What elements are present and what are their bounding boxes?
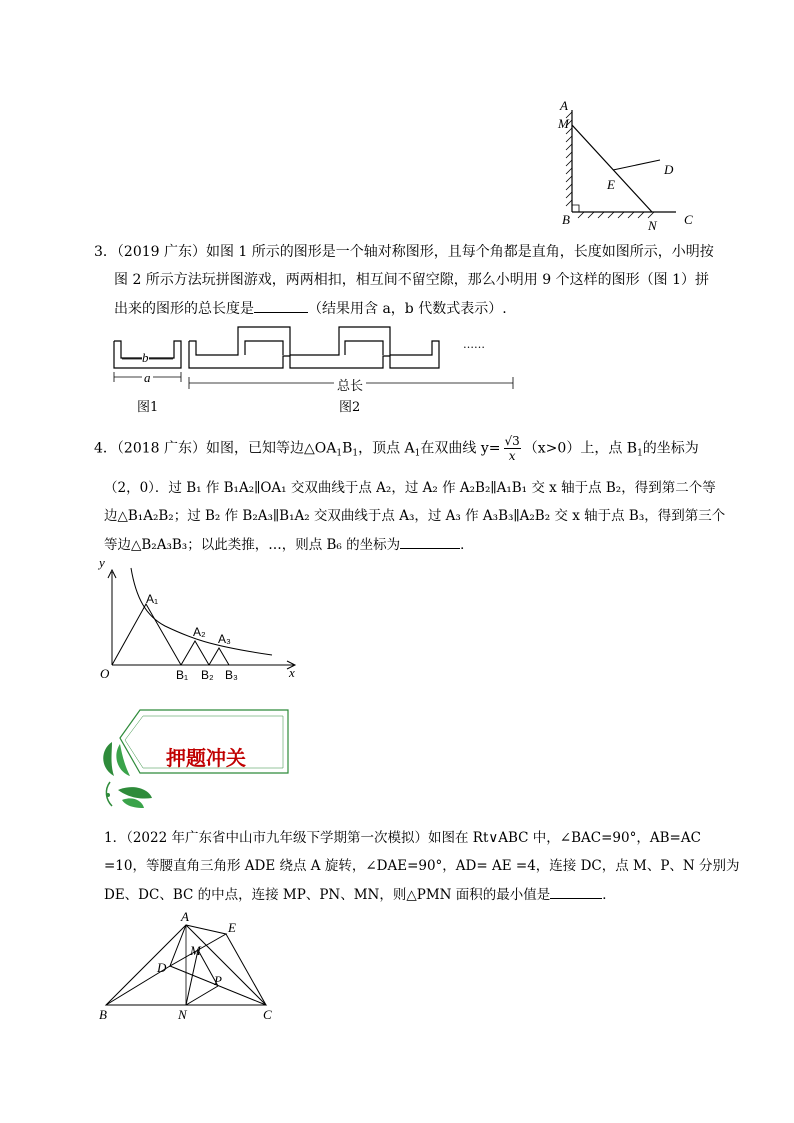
- fig2-total-label: 总长: [334, 375, 366, 394]
- fig1-b-label: b: [142, 350, 149, 365]
- label-N: N: [648, 218, 657, 233]
- q3-line1: 3．（2019 广东）如图 1 所示的图形是一个轴对称图形，且每个角都是直角，长度如图所示，小明按: [94, 244, 714, 260]
- fig2-dots: ……: [463, 338, 485, 351]
- banner-title: 押题冲关: [166, 746, 246, 770]
- label-A2: A₂: [193, 625, 206, 639]
- label-A: A: [181, 909, 189, 924]
- q4-line4: 等边△B₂A₃B₃；以此类推，…，则点 B₆ 的坐标为 ．: [104, 534, 474, 555]
- label-P: P: [214, 973, 222, 988]
- label-E: E: [607, 177, 615, 192]
- label-N: N: [178, 1007, 187, 1022]
- q4-line3: 边△B₁A₂B₂；过 B₂ 作 B₂A₃∥B₁A₂ 交双曲线于点 A₃，过 A₃ 作 A₃B₃∥A₂B₂ 交 x 轴于点 B₃，得到第三个: [104, 508, 726, 524]
- label-D: D: [157, 960, 167, 975]
- label-A3: A₃: [218, 632, 231, 646]
- fig1-a-label: a: [144, 370, 151, 385]
- label-B: B: [99, 1007, 107, 1022]
- p1-line3: DE、DC、BC 的中点，连接 MP、PN、MN，则△PMN 面积的最小值是 ．: [104, 884, 616, 905]
- label-A: A: [560, 98, 568, 113]
- q4-line1: 4．（2018 广东）如图，已知等边$\triangle OA_1B_1$，顶点 $A_1$在双曲线 y= $\frac{√3}{x}$ （x>0）上，点 $B_1$的坐标为: [94, 434, 699, 463]
- label-M: M: [558, 116, 569, 131]
- q3-line2: 图 2 所示方法玩拼图游戏，两两相扣，相互间不留空隙，那么小明用 9 个这样的图形（图 1）拼: [114, 272, 709, 288]
- fraction: $\frac{√3}{x}$: [504, 434, 520, 463]
- label-C: C: [684, 212, 693, 227]
- label-B2: B₂: [201, 668, 214, 682]
- label-A1: A₁: [146, 592, 159, 606]
- q4-line2: （2，0）．过 B₁ 作 B₁A₂∥OA₁ 交双曲线于点 A₂，过 A₂ 作 A₂B₂∥A₁B₁ 交 x 轴于点 B₂，得到第二个等: [104, 480, 716, 496]
- p1-line1: 1．（2022 年广东省中山市九年级下学期第一次模拟）如图在 Rt∨ABC 中，∠BAC=90°，AB=AC: [104, 830, 701, 846]
- origin-label: O: [100, 666, 110, 681]
- y-axis-label: y: [99, 555, 105, 570]
- q3-line3: 出来的图形的总长度是 （结果用含 a，b 代数式表示）.: [114, 298, 507, 319]
- label-B: B: [562, 212, 570, 227]
- x-axis-label: x: [289, 665, 295, 680]
- fig1-caption: 图1: [137, 400, 159, 415]
- label-B1: B₁: [176, 668, 189, 682]
- label-B3: B₃: [225, 668, 238, 682]
- label-M: M: [190, 943, 201, 958]
- fig2-caption: 图2: [339, 400, 361, 415]
- label-C: C: [263, 1007, 272, 1022]
- p1-line2: =10，等腰直角三角形 ADE 绕点 A 旋转，∠DAE=90°，AD= AE =4，连接 DC，点 M、P、N 分别为: [104, 858, 740, 874]
- label-D: D: [664, 162, 674, 177]
- label-E: E: [228, 920, 236, 935]
